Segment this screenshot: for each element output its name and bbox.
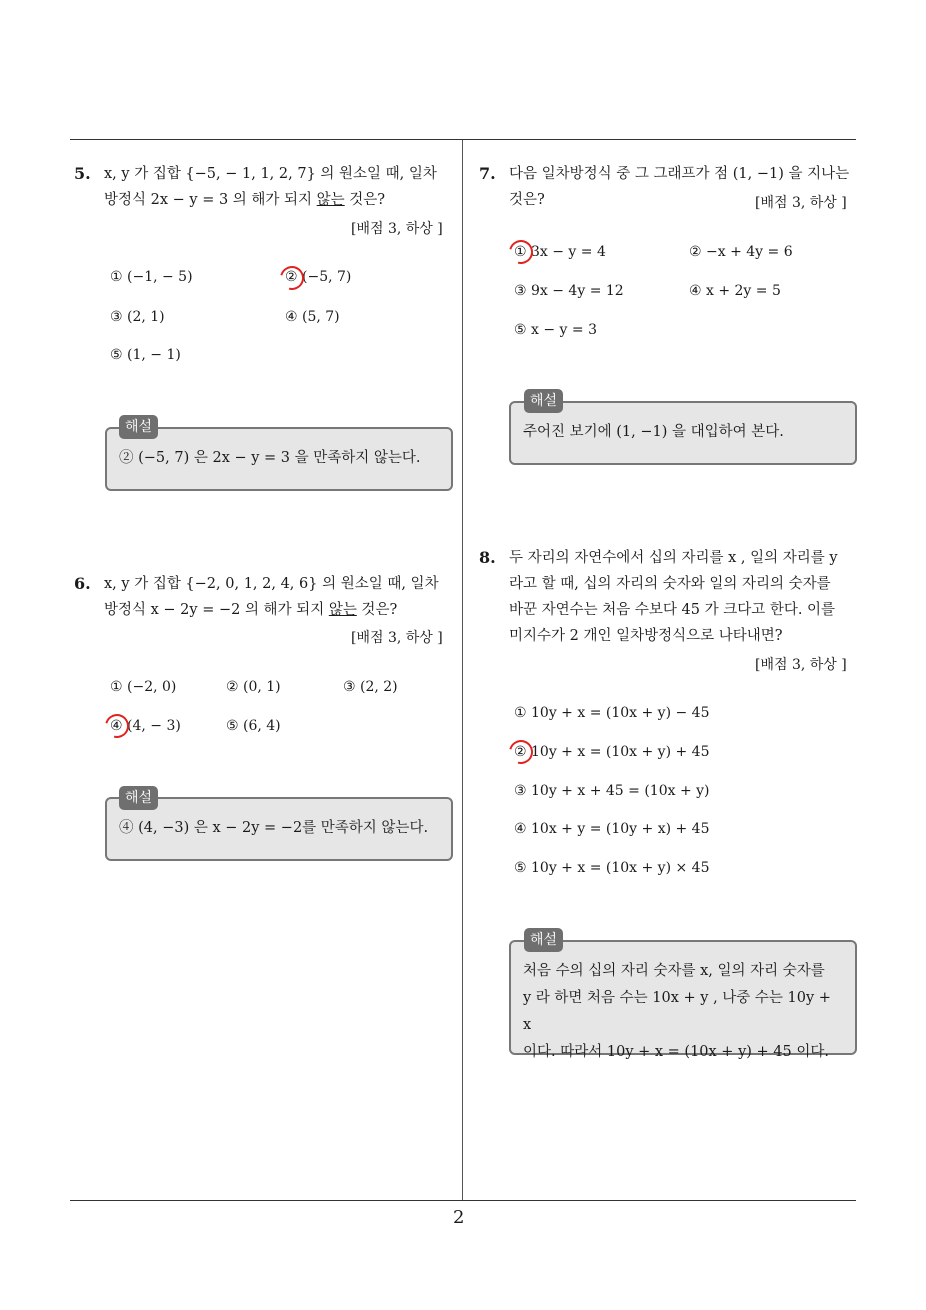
option-1[interactable]: ① 10y + x = (10x + y) − 45 xyxy=(514,705,710,721)
underlined-word: 않는 xyxy=(316,192,345,208)
question-number: 7. xyxy=(479,164,496,183)
question-8 xyxy=(479,545,864,649)
question-line-part: 방정식 2x − y = 3 의 해가 되지 xyxy=(104,192,317,208)
option-5[interactable]: ⑤ (1, − 1) xyxy=(110,347,181,363)
explanation-tag: 해설 xyxy=(119,415,158,439)
explanation-text: ② (−5, 7) 은 2x − y = 3 을 만족하지 않는다. xyxy=(119,450,421,466)
question-line: 라고 할 때, 십의 자리의 숫자와 일의 자리의 숫자를 xyxy=(509,576,831,592)
option-3[interactable]: ③ 9x − 4y = 12 xyxy=(514,283,624,299)
question-line xyxy=(74,597,464,623)
explanation-box xyxy=(509,940,857,1060)
question-line-part: 것은? xyxy=(344,192,386,208)
option-2[interactable]: ② (0, 1) xyxy=(226,679,281,695)
question-number: 5. xyxy=(74,164,91,183)
score-info: [배점 3, 하상 ] xyxy=(351,221,443,237)
explanation-text: 처음 수의 십의 자리 숫자를 x, 일의 자리 숫자를 xyxy=(523,963,825,979)
answer-mark xyxy=(101,710,134,743)
answer-mark xyxy=(276,262,309,295)
score-info: [배점 3, 하상 ] xyxy=(755,195,847,211)
question-line-part: 것은? xyxy=(356,602,398,618)
question-line: 바꾼 자연수는 처음 수보다 45 가 크다고 한다. 이를 xyxy=(509,602,836,618)
option-2[interactable]: ② (−5, 7) xyxy=(285,269,352,285)
option-4[interactable]: ④ (4, − 3) xyxy=(110,718,181,734)
option-4[interactable]: ④ 10x + y = (10y + x) + 45 xyxy=(514,821,710,837)
question-line-part: 방정식 x − 2y = −2 의 해가 되지 xyxy=(104,602,329,618)
explanation-text: 주어진 보기에 (1, −1) 을 대입하여 본다. xyxy=(523,424,784,440)
explanation-text: ④ (4, −3) 은 x − 2y = −2를 만족하지 않는다. xyxy=(119,820,429,836)
question-5 xyxy=(74,161,464,213)
question-number: 8. xyxy=(479,548,496,567)
option-5[interactable]: ⑤ (6, 4) xyxy=(226,718,281,734)
explanation-tag: 해설 xyxy=(524,928,563,952)
explanation-tag: 해설 xyxy=(119,786,158,810)
answer-mark xyxy=(505,736,538,769)
question-line xyxy=(74,187,464,213)
question-line: 두 자리의 자연수에서 십의 자리를 x , 일의 자리를 y xyxy=(509,550,838,566)
option-1[interactable]: ① (−1, − 5) xyxy=(110,269,193,285)
option-2[interactable]: ② −x + 4y = 6 xyxy=(689,244,793,260)
explanation-text: y 라 하면 처음 수는 10x + y , 나중 수는 10y + x xyxy=(523,990,831,1033)
question-text xyxy=(509,545,864,649)
option-4[interactable]: ④ x + 2y = 5 xyxy=(689,283,781,299)
underlined-word: 않는 xyxy=(328,602,357,618)
option-1[interactable]: ① (−2, 0) xyxy=(110,679,177,695)
question-line: x, y 가 집합 {−2, 0, 1, 2, 4, 6} 의 원소일 때, 일차 xyxy=(104,576,439,592)
option-4[interactable]: ④ (5, 7) xyxy=(285,309,340,325)
option-1[interactable]: ① 3x − y = 4 xyxy=(514,244,606,260)
option-2[interactable]: ② 10y + x = (10x + y) + 45 xyxy=(514,744,710,760)
option-3[interactable]: ③ 10y + x + 45 = (10x + y) xyxy=(514,783,710,799)
option-5[interactable]: ⑤ x − y = 3 xyxy=(514,322,597,338)
question-line: x, y 가 집합 {−5, − 1, 1, 2, 7} 의 원소일 때, 일차 xyxy=(104,166,437,182)
question-line: 다음 일차방정식 중 그 그래프가 점 (1, −1) 을 지나는 xyxy=(509,166,850,182)
question-line: 것은? xyxy=(509,192,545,208)
bottom-rule xyxy=(70,1200,856,1201)
explanation-text: 이다. 따라서 10y + x = (10x + y) + 45 이다. xyxy=(523,1044,829,1060)
option-3[interactable]: ③ (2, 1) xyxy=(110,309,165,325)
answer-mark xyxy=(505,236,538,269)
question-line: 미지수가 2 개인 일차방정식으로 나타내면? xyxy=(509,628,783,644)
question-6 xyxy=(74,571,464,623)
column-divider xyxy=(462,140,463,1201)
question-text xyxy=(104,571,464,623)
explanation-tag: 해설 xyxy=(524,389,563,413)
top-rule xyxy=(70,139,856,140)
score-info: [배점 3, 하상 ] xyxy=(755,657,847,673)
option-3[interactable]: ③ (2, 2) xyxy=(343,679,398,695)
score-info: [배점 3, 하상 ] xyxy=(351,630,443,646)
page-number: 2 xyxy=(453,1207,465,1228)
option-5[interactable]: ⑤ 10y + x = (10x + y) × 45 xyxy=(514,860,710,876)
question-text xyxy=(104,161,464,213)
question-number: 6. xyxy=(74,574,91,593)
